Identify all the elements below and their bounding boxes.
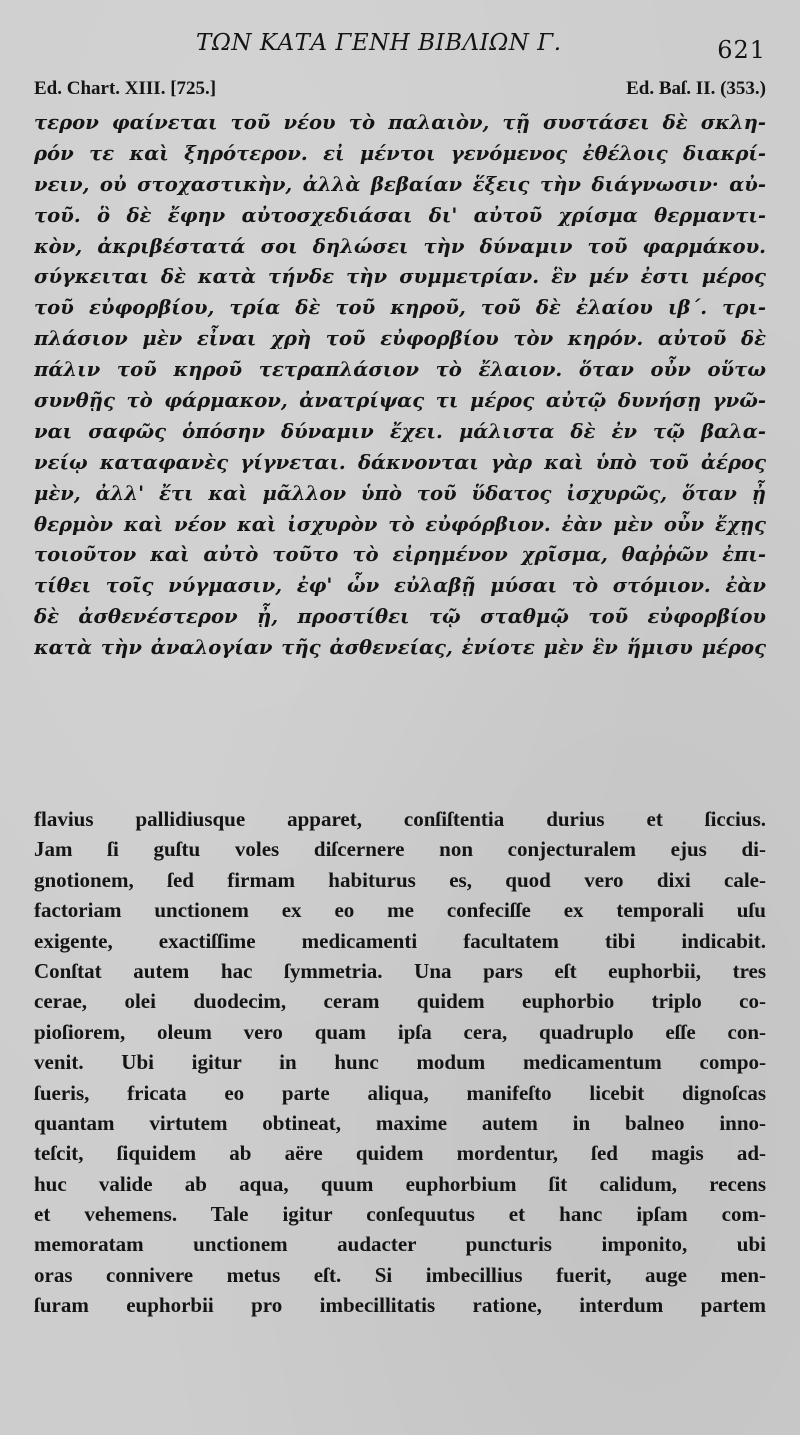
edition-reference-left: Ed. Chart. XIII. [725.]: [34, 78, 217, 99]
running-head: [0, 30, 800, 64]
greek-text-line: σύγκειται δὲ κατὰ τήνδε τὴν συμμετρίαν. ἓν μέν ἐστι μέρος: [34, 265, 766, 289]
latin-text-line: Conſtat autem hac ſymmetria. Una pars eſt euphorbii, tres: [34, 958, 766, 983]
latin-text-line: factoriam unctionem ex eo me confeciſſe ex temporali uſu: [34, 898, 766, 923]
latin-text-line: venit. Ubi igitur in hunc modum medicamentum compo-: [34, 1050, 766, 1075]
edition-reference-line: [34, 78, 766, 104]
edition-reference-right: Ed. Baſ. II. (353.): [626, 78, 766, 99]
latin-text-line: flavius pallidiusque apparet, conſiſtentia durius et ſiccius.: [34, 807, 766, 831]
latin-text-line: ſueris, fricata eo parte aliqua, manifeſto licebit dignoſcas: [34, 1080, 766, 1105]
latin-text-line: Jam ſi guſtu voles diſcernere non conjecturalem ejus di-: [34, 837, 766, 862]
latin-text-line: oras connivere metus eſt. Si imbecillius fuerit, auge men-: [34, 1262, 766, 1287]
latin-text-line: ſuram euphorbii pro imbecillitatis ratione, interdum partem: [34, 1293, 766, 1318]
latin-text-line: memoratam unctionem audacter puncturis imponito, ubi: [34, 1232, 766, 1257]
latin-text-block: [34, 804, 766, 1321]
greek-text-line: πλάσιον μὲν εἶναι χρὴ τοῦ εὐφορβίου τὸν κηρόν. αὐτοῦ δὲ: [34, 327, 766, 351]
latin-text-line: cerae, olei duodecim, ceram quidem euphorbio triplo co-: [34, 989, 766, 1014]
latin-text-line: teſcit, ſiquidem ab aëre quidem mordentur, ſed magis ad-: [34, 1141, 766, 1166]
greek-text-line: πάλιν τοῦ κηροῦ τετραπλάσιον τὸ ἔλαιον. ὅταν οὖν οὕτω: [34, 358, 766, 382]
latin-text-line: huc valide ab aqua, quum euphorbium ſit calidum, recens: [34, 1171, 766, 1196]
greek-text-line: τίθει τοῖς νύγμασιν, ἐφ' ὧν εὐλαβῇ μύσαι τὸ στόμιον. ἐὰν: [34, 574, 766, 598]
greek-text-line: θερμὸν καὶ νέον καὶ ἰσχυρὸν τὸ εὐφόρβιον. ἐὰν μὲν οὖν ἔχῃς: [34, 512, 766, 536]
greek-text-line: τοῦ εὐφορβίου, τρία δὲ τοῦ κηροῦ, τοῦ δὲ ἐλαίου ιβ΄. τρι-: [34, 296, 766, 320]
greek-text-line: τοιοῦτον καὶ αὐτὸ τοῦτο τὸ εἰρημένον χρῖσμα, θαῤῥῶν ἐπι-: [34, 543, 766, 567]
greek-text-line: νείῳ καταφανὲς γίγνεται. δάκνονται γὰρ καὶ ὑπὸ τοῦ ἀέρος: [34, 450, 766, 474]
greek-text-line: ναι σαφῶς ὁπόσην δύναμιν ἔχει. μάλιστα δὲ ἐν τῷ βαλα-: [34, 419, 766, 443]
latin-text-line: exigente, exactiſſime medicamenti facultatem tibi indicabit.: [34, 928, 766, 953]
greek-text-line: κὸν, ἀκριβέστατά σοι δηλώσει τὴν δύναμιν τοῦ φαρμάκου.: [34, 234, 766, 258]
greek-text-line: τοῦ. ὃ δὲ ἔφην αὐτοσχεδιάσαι δι' αὐτοῦ χρίσμα θερμαντι-: [34, 203, 766, 227]
running-title: ΤΩΝ ΚΑΤΑ ΓΕΝΗ ΒΙΒΛΙΩΝ Γ.: [196, 30, 562, 56]
greek-text-line: νειν, οὐ στοχαστικὴν, ἀλλὰ βεβαίαν ἕξεις τὴν διάγνωσιν· αὐ-: [34, 172, 766, 196]
greek-text-block: [34, 108, 766, 664]
greek-text-line: ρόν τε καὶ ξηρότερον. εἰ μέντοι γενόμενος ἐθέλοις διακρί-: [34, 141, 766, 165]
latin-text-line: et vehemens. Tale igitur conſequutus et hanc ipſam com-: [34, 1202, 766, 1227]
greek-text-line: δὲ ἀσθενέστερον ᾖ, προστίθει τῷ σταθμῷ τοῦ εὐφορβίου: [34, 605, 766, 629]
page-number: 621: [717, 36, 766, 64]
latin-text-line: gnotionem, ſed firmam habiturus es, quod vero dixi cale-: [34, 867, 766, 892]
greek-text-line: συνθῇς τὸ φάρμακον, ἀνατρίψας τι μέρος αὐτῷ δυνήσῃ γνῶ-: [34, 389, 766, 413]
latin-text-line: quantam virtutem obtineat, maxime autem in balneo inno-: [34, 1110, 766, 1135]
greek-text-line: κατὰ τὴν ἀναλογίαν τῆς ἀσθενείας, ἐνίοτε μὲν ἓν ἥμισυ μέρος: [34, 636, 766, 660]
greek-text-line: τερον φαίνεται τοῦ νέου τὸ παλαιὸν, τῇ συστάσει δὲ σκλη-: [34, 111, 766, 134]
greek-text-line: μὲν, ἀλλ' ἔτι καὶ μᾶλλον ὑπὸ τοῦ ὕδατος ἰσχυρῶς, ὅταν ᾖ: [34, 481, 766, 505]
latin-text-line: pioſiorem, oleum vero quam ipſa cera, quadruplo eſſe con-: [34, 1019, 766, 1044]
